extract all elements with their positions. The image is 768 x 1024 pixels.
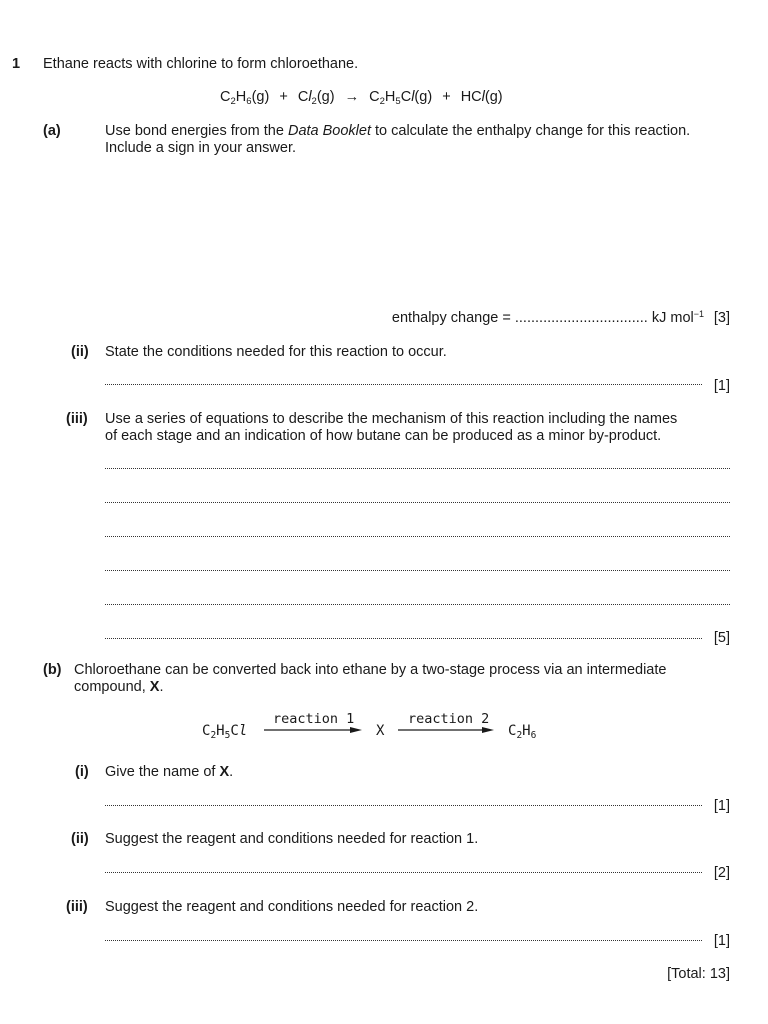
question-number: 1 <box>12 56 21 72</box>
total-marks: [Total: 13] <box>667 966 730 982</box>
part-b-ii-label: (ii) <box>71 831 89 847</box>
part-b-ii-text: Suggest the reagent and conditions needed for reaction 1. <box>105 831 479 847</box>
question-intro: Ethane reacts with chlorine to form chloroethane. <box>43 56 359 72</box>
scheme-chloroethane: $C_2H_5Cl$ <box>202 723 248 741</box>
part-b-iii-marks: [1] <box>713 933 730 949</box>
scheme-ethane: $C_2H_6$ <box>508 723 537 741</box>
part-a-ii-marks: [1] <box>713 378 730 394</box>
answer-line[interactable] <box>105 465 730 469</box>
part-a-ii-label: (ii) <box>71 344 89 360</box>
part-b-i-text: Give the name of X. <box>105 764 234 780</box>
part-a-iii-label: (iii) <box>66 411 88 427</box>
answer-line[interactable] <box>105 601 730 605</box>
equation-chloroethane: $C_2H_5Cl(g)$ <box>369 89 433 107</box>
part-a-ii-text: State the conditions needed for this reaction to occur. <box>105 344 447 360</box>
answer-line[interactable] <box>105 567 730 571</box>
equation-chlorine: $Cl_2(g)$ <box>297 89 335 107</box>
scheme-reaction-2-label: reaction 2 <box>408 711 490 727</box>
answer-line[interactable] <box>105 381 702 385</box>
equation-ethane: $C_2H_6(g)$ <box>220 89 270 107</box>
scheme-arrow-2 <box>398 727 498 737</box>
answer-line[interactable] <box>105 499 730 503</box>
part-b-label: (b) <box>43 662 62 678</box>
part-b-text: Chloroethane can be converted back into ethane by a two-stage process via an intermediate compound, X. <box>74 662 667 695</box>
part-b-i-marks: [1] <box>713 798 730 814</box>
equation-plus: + <box>279 89 288 105</box>
equation-hcl: HCl(g) <box>460 89 503 105</box>
equation-arrow: → <box>344 89 360 105</box>
part-a-iii-text: Use a series of equations to describe the mechanism of this reaction including the names of each stage and an indication of how butane can be produced as a minor by-product. <box>105 411 678 444</box>
reaction-equation <box>220 89 503 105</box>
part-a-marks: [3] <box>713 310 730 326</box>
part-b-iii-text: Suggest the reagent and conditions needed for reaction 2. <box>105 899 479 915</box>
part-b-i-label: (i) <box>75 764 89 780</box>
equation-plus: + <box>442 89 451 105</box>
part-b-iii-label: (iii) <box>66 899 88 915</box>
part-a-iii-marks: [5] <box>713 630 730 646</box>
scheme-arrow-1 <box>264 727 364 737</box>
answer-line[interactable] <box>105 533 730 537</box>
scheme-reaction-1-label: reaction 1 <box>273 711 355 727</box>
answer-line[interactable] <box>105 802 702 806</box>
scheme-x: X <box>376 723 385 739</box>
part-a-label: (a) <box>43 123 61 139</box>
part-a-text: Use bond energies from the Data Booklet to calculate the enthalpy change for this reaction. Include a sign in your answer. <box>105 123 691 156</box>
part-b-ii-marks: [2] <box>713 865 730 881</box>
enthalpy-answer-line[interactable]: enthalpy change = ................................. kJ mol$^{-1}$ <box>391 309 704 326</box>
answer-line[interactable] <box>105 937 702 941</box>
answer-line[interactable] <box>105 635 702 639</box>
answer-line[interactable] <box>105 869 702 873</box>
